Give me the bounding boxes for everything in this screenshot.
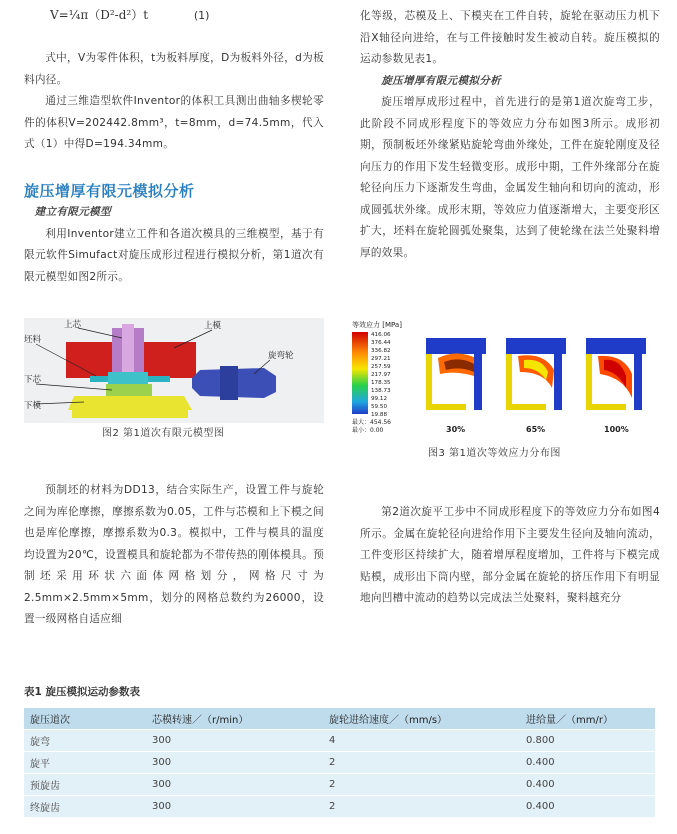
label-blank: 坯料 (24, 335, 42, 345)
figure-2-fem-model (24, 318, 324, 423)
legend-value: 336.82 (371, 348, 391, 354)
paragraph-volume-calc: 通过三维造型软件Inventor的体积工具测出曲轴多楔轮零件的体积V=202442.8mm³，t=8mm，d=74.5mm，代入式（1）中得D=194.34mm。 (24, 95, 324, 150)
lower-die-shape (68, 396, 192, 410)
stage-label-30: 30% (446, 425, 466, 434)
section-heading: 旋压增厚有限元模拟分析 (24, 182, 195, 200)
table-header: 进给量／（mm/r） (520, 708, 655, 730)
figure-3-stress (348, 318, 668, 438)
subheading-fem-model: 建立有限元模型 (34, 206, 111, 218)
label-upper-core: 上芯 (64, 320, 82, 330)
left-column-top (24, 48, 324, 156)
table-cell: 300 (146, 796, 323, 818)
fem-model-diagram (24, 318, 324, 423)
legend-min-label: 最小： (352, 427, 371, 434)
stage-label-65: 65% (526, 425, 546, 434)
figure-2-caption: 图2 第1道次有限元模型图 (102, 428, 225, 439)
table-1-title: 表1 旋压模拟运动参数表 (24, 686, 140, 698)
formula-number: (1) (193, 9, 210, 22)
legend-min-value: 0.00 (370, 427, 384, 434)
table-cell: 旋弯 (24, 730, 146, 752)
stage-30 (426, 338, 486, 410)
table-cell: 2 (323, 796, 520, 818)
label-roller: 旋弯轮 (268, 351, 294, 361)
left-column-bottom (24, 480, 324, 631)
table-cell: 300 (146, 752, 323, 774)
motion-parameter-table (24, 708, 655, 817)
subheading-analysis: 旋压增厚有限元模拟分析 (381, 74, 502, 87)
paragraph-fem-model: 利用Inventor建立工件和各道次模具的三维模型，基于有限元软件Simufact对旋压成形过程进行模拟分析，第1道次有限元模型如图2所示。 (24, 227, 324, 283)
legend-value: 297.21 (371, 356, 391, 362)
stage-65 (506, 338, 566, 410)
legend-value: 257.59 (371, 364, 391, 370)
table-header: 芯模转速／（r/min） (146, 708, 323, 730)
legend-value: 59.50 (371, 404, 388, 410)
legend-max-value: 454.56 (370, 419, 391, 426)
table-header-row (24, 708, 655, 730)
table-cell: 300 (146, 774, 323, 796)
legend-value: 19.88 (371, 412, 388, 418)
label-lower-die: 下模 (24, 401, 42, 411)
table-cell: 0.400 (520, 752, 655, 774)
stress-distribution-diagram (348, 318, 668, 438)
label-upper-die: 上模 (204, 321, 222, 331)
table-header: 旋轮进给速度／（mm/s） (323, 708, 520, 730)
table-cell: 终旋齿 (24, 796, 146, 818)
legend-value: 178.35 (371, 380, 391, 386)
legend-value: 376.44 (371, 340, 391, 346)
legend-value: 416.06 (371, 332, 391, 338)
table-cell: 300 (146, 730, 323, 752)
table-cell: 0.800 (520, 730, 655, 752)
legend-value: 138.73 (371, 388, 391, 394)
table-cell: 0.400 (520, 796, 655, 818)
paragraph-formula-explanation: 式中，V为零件体积，t为板料厚度，D为板料外径，d为板料内径。 (24, 52, 324, 86)
formula-1 (50, 6, 209, 23)
table-row (24, 730, 655, 752)
figure-3-caption: 图3 第1道次等效应力分布图 (428, 448, 561, 459)
stage-100 (586, 338, 646, 410)
label-lower-core: 下芯 (24, 375, 42, 385)
table-row (24, 774, 655, 796)
table-cell: 预旋齿 (24, 774, 146, 796)
table-cell: 2 (323, 774, 520, 796)
table-cell: 4 (323, 730, 520, 752)
table-header: 旋压道次 (24, 708, 146, 730)
legend-max-label: 最大： (352, 419, 371, 426)
legend-value: 99.12 (371, 396, 388, 402)
paragraph-materials: 预制坯的材料为DD13，结合实际生产，设置工件与旋轮之间为库伦摩擦，摩擦系数为0.05，工件与芯模和上下模之间也是库伦摩擦，摩擦系数为0.3。模拟中，工件与模具的温度均设置为20℃，设置模具和旋轮都为不带传热的刚体模具。预制坯采用环状六面体网格划分，网格尺寸为2.5mm×2.5mm×5mm，划分的网格总数约为26000，设置一级网格自适应细 (24, 484, 324, 625)
table-cell: 旋平 (24, 752, 146, 774)
paragraph-analysis: 旋压增厚成形过程中，首先进行的是第1道次旋弯工步，此阶段不同成形程度下的等效应力分布如图3所示。成形初期，预制板坯外缘紧贴旋轮弯曲外缘处，工件在旋轮刚度及径向压力的作用下发生轻微变形。成形中期，工件外缘部分在旋轮径向压力下逐渐发生弯曲，金属发生轴向和切向的流动，形成圆弧状外缘。成形末期，等效应力值逐渐增大，主要变形区扩大，坯料在旋轮圆弧处聚集，达到了使轮缘在法兰处聚料增厚的效果。 (360, 96, 660, 259)
lower-core-shape (106, 384, 152, 396)
paragraph-motion: 化等级，芯模及上、下模夹在工件自转，旋轮在驱动压力机下沿X轴径向进给，在与工件接触时发生被动自转。旋压模拟的运动参数见表1。 (360, 10, 660, 65)
legend-title: 等效应力 [MPa] (352, 321, 402, 329)
table-cell: 0.400 (520, 774, 655, 796)
table-row (24, 752, 655, 774)
right-column-bottom (360, 502, 660, 610)
paragraph-second-pass: 第2道次旋平工步中不同成形程度下的等效应力分布如图4所示。金属在旋轮径向进给作用下主要发生径向及轴向流动，工件变形区持续扩大，随着增厚程度增加，工件将与下模完成贴模，成形出下筒内壁，部分金属在旋轮的挤压作用下有明显地向凹槽中流动的趋势以完成法兰处聚料，聚料越充分 (360, 506, 660, 604)
legend-colorbar (352, 332, 368, 414)
stage-label-100: 100% (604, 425, 629, 434)
formula-expression: V=¼π（D²-d²）t (50, 8, 149, 22)
table-cell: 2 (323, 752, 520, 774)
legend-value: 217.97 (371, 372, 391, 378)
table-row (24, 796, 655, 818)
left-column-mid (24, 202, 324, 288)
right-column-top (360, 6, 660, 264)
